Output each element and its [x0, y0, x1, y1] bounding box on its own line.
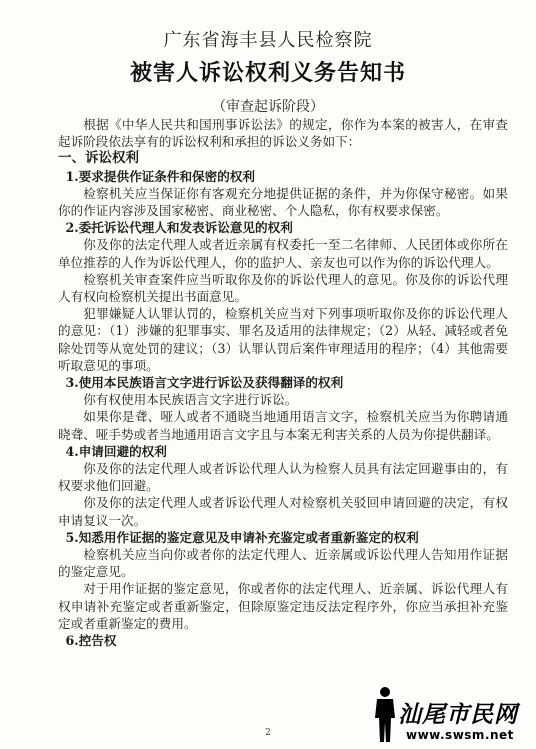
section-heading-rights: 一、诉讼权利: [58, 150, 139, 167]
watermark-url: www.swsm.net: [406, 728, 514, 742]
paragraph: 检察机关应当保证你有客观充分地提供证据的条件，并为你保守秘密。如果你的作证内容涉及国家秘密、商业秘密、个人隐私，你有权要求保密。: [58, 185, 508, 219]
procedure-stage: （审查起诉阶段）: [212, 99, 324, 115]
paragraph: 检察机关应当向你或者你的法定代理人、近亲属或诉讼代理人告知用作证据的鉴定意见。: [58, 547, 508, 580]
issuing-organization: 广东省海丰县人民检察院: [163, 30, 373, 51]
intro-paragraph: 根据《中华人民共和国刑事诉讼法》的规定，你作为本案的被害人，在审查起诉阶段依法享有的诉讼权利和承担的诉讼义务如下：: [58, 117, 508, 150]
paragraph: 你及你的法定代理人或者诉讼代理人对检察机关驳回申请回避的决定，有权申请复议一次。: [58, 495, 508, 528]
subheading-right-2: 2.委托诉讼代理人和发表诉讼意见的权利: [65, 220, 293, 236]
subheading-right-6: 6.控告权: [65, 633, 117, 649]
page-number: 2: [265, 728, 271, 738]
paragraph: 你及你的法定代理人或者近亲属有权委托一至二名律师、人民团体或你所在单位推荐的人作为诉讼代理人，你的监护人、亲友也可以作为你的诉讼代理人。: [58, 237, 508, 270]
subheading-right-3: 3.使用本民族语言文字进行诉讼及获得翻译的权利: [65, 375, 344, 391]
person-silhouette-icon: [372, 686, 398, 744]
paragraph: 对于用作证据的鉴定意见，你或者你的法定代理人、近亲属、诉讼代理人有权申请补充鉴定或者重新鉴定，但除原鉴定违反法定程序外，你应当承担补充鉴定或者重新鉴定的费用。: [58, 581, 508, 631]
paragraph: 犯罪嫌疑人认罪认罚的，检察机关应当对下列事项听取你及你的诉讼代理人的意见：（1）涉嫌的犯罪事实、罪名及适用的法律规定；（2）从轻、减轻或者免除处罚等从宽处罚的建议；（3）认罪认罚后案件审理适用的程序；（4）其他需要听取意见的事项。: [58, 306, 508, 373]
watermark-site-name: 汕尾市民网: [398, 701, 518, 728]
subheading-right-4: 4.申请回避的权利: [65, 443, 167, 459]
document-title: 被害人诉讼权利义务告知书: [129, 60, 406, 86]
subheading-right-1: 1.要求提供作证条件和保密的权利: [65, 168, 256, 184]
paragraph: 如果你是聋、哑人或者不通晓当地通用语言文字，检察机关应当为你聘请通晓聋、哑手势或者当地通用语言文字且与本案无利害关系的人员为你提供翻译。: [58, 409, 508, 442]
subheading-right-5: 5.知悉用作证据的鉴定意见及申请补充鉴定或者重新鉴定的权利: [65, 529, 419, 545]
document-body: [58, 116, 508, 649]
paragraph: 检察机关审查案件应当听取你及你的诉讼代理人的意见。你及你的诉讼代理人有权向检察机关提出书面意见。: [58, 271, 508, 305]
paragraph: 你有权使用本民族语言文字进行诉讼。: [83, 392, 298, 408]
paragraph: 你及你的法定代理人或者诉讼代理人认为检察人员具有法定回避事由的，有权要求他们回避。: [58, 461, 508, 494]
